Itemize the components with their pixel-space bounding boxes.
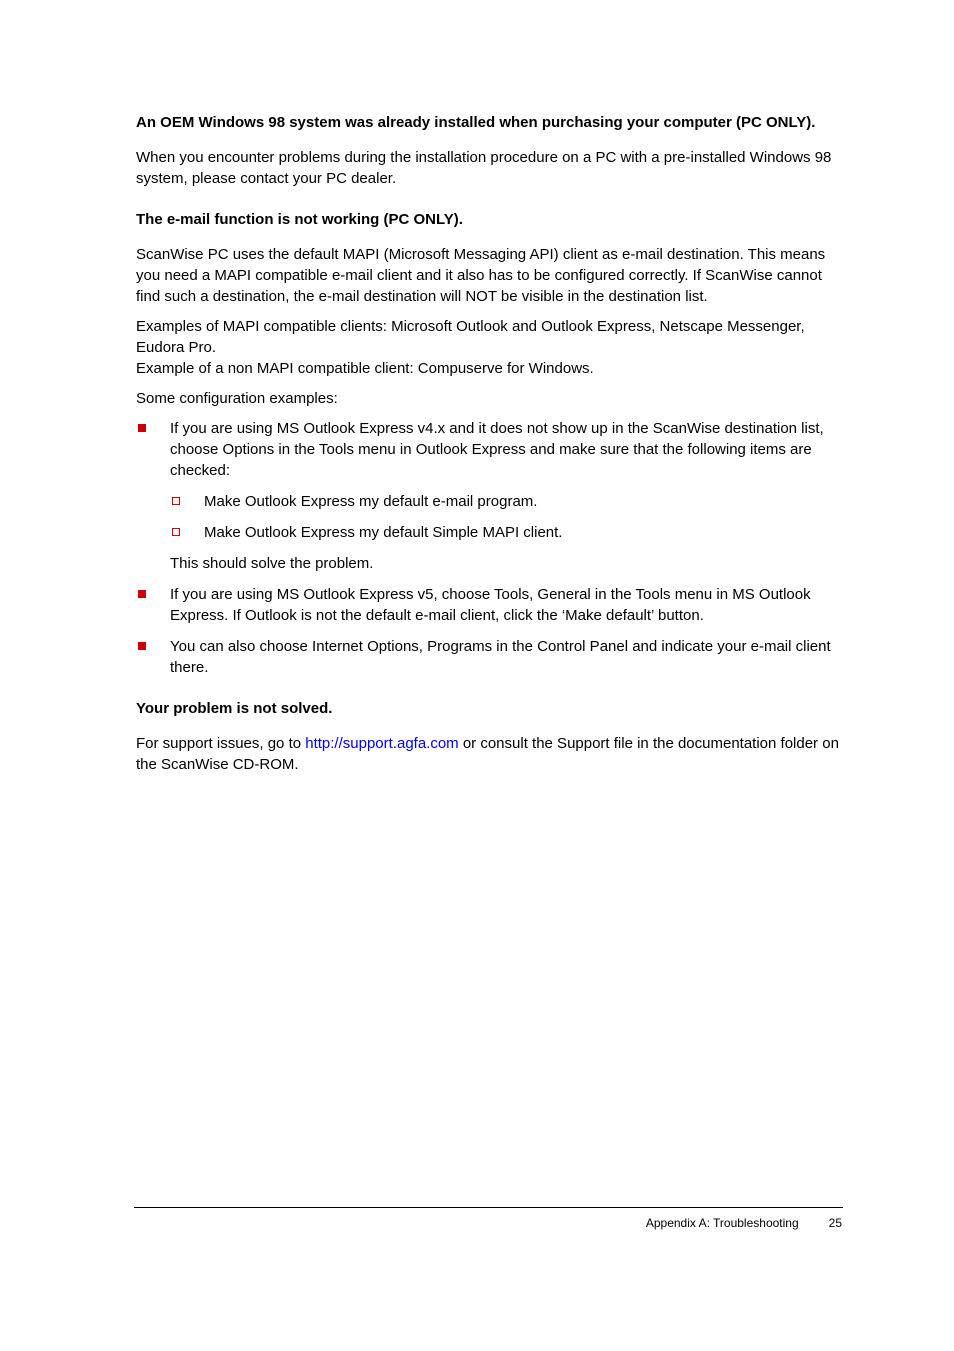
checklist-item-text: Make Outlook Express my default Simple MAPI client.: [204, 524, 563, 541]
checklist-item-default-mapi: [136, 522, 844, 543]
paragraph-config-intro: Some configuration examples:: [136, 390, 338, 407]
footer-divider: [134, 1207, 843, 1208]
heading-not-solved: Your problem is not solved.: [136, 700, 333, 717]
filled-square-bullet-icon: [138, 642, 146, 650]
paragraph-non-mapi-example: Example of a non MAPI compatible client: Compuserve for Windows.: [136, 360, 594, 377]
heading-oem: An OEM Windows 98 system was already installed when purchasing your computer (PC ONLY).: [136, 114, 816, 131]
page-footer: [646, 1216, 842, 1231]
checklist-item-default-email: [136, 491, 844, 512]
support-text-pre: For support issues, go to: [136, 735, 306, 752]
filled-square-bullet-icon: [138, 424, 146, 432]
support-link[interactable]: http://support.agfa.com: [305, 735, 459, 752]
footer-chapter-label: Appendix A: Troubleshooting: [645, 1216, 799, 1230]
solution-note: This should solve the problem.: [170, 555, 374, 572]
list-item-outlook-v4: [136, 418, 844, 481]
page-number: 25: [828, 1216, 842, 1230]
page-content: [136, 112, 844, 784]
list-item-text: If you are using MS Outlook Express v5, choose Tools, General in the Tools menu in MS Outlook Express. If Outlook is not the default e-mail client, click the ‘Make default’ button.: [170, 586, 811, 624]
filled-square-bullet-icon: [138, 590, 146, 598]
paragraph-mapi-examples: Examples of MAPI compatible clients: Microsoft Outlook and Outlook Express, Netscape Messenger, Eudora Pro.: [136, 318, 805, 356]
support-text-post: or consult the Support file in the documentation folder on the ScanWise CD-ROM.: [136, 735, 839, 773]
list-item-outlook-v5: [136, 584, 844, 626]
empty-square-checkbox-icon: [172, 497, 180, 505]
checklist-item-text: Make Outlook Express my default e-mail program.: [204, 493, 538, 510]
list-item-text: If you are using MS Outlook Express v4.x and it does not show up in the ScanWise destination list, choose Options in the Tools menu in Outlook Express and make sure that the following items are checked:: [170, 420, 824, 479]
paragraph-support: [136, 733, 844, 775]
empty-square-checkbox-icon: [172, 528, 180, 536]
list-item-text: You can also choose Internet Options, Programs in the Control Panel and indicate your e-mail client there.: [170, 638, 831, 676]
list-item-internet-options: [136, 636, 844, 678]
paragraph-oem: When you encounter problems during the installation procedure on a PC with a pre-installed Windows 98 system, please contact your PC dealer.: [136, 149, 832, 187]
paragraph-mapi-intro: ScanWise PC uses the default MAPI (Microsoft Messaging API) client as e-mail destination. This means you need a MAPI compatible e-mail client and it also has to be configured correctly. If ScanWise cannot find such a destination, the e-mail destination will NOT be visible in the destination list.: [136, 246, 826, 305]
heading-email: The e-mail function is not working (PC ONLY).: [136, 211, 463, 228]
